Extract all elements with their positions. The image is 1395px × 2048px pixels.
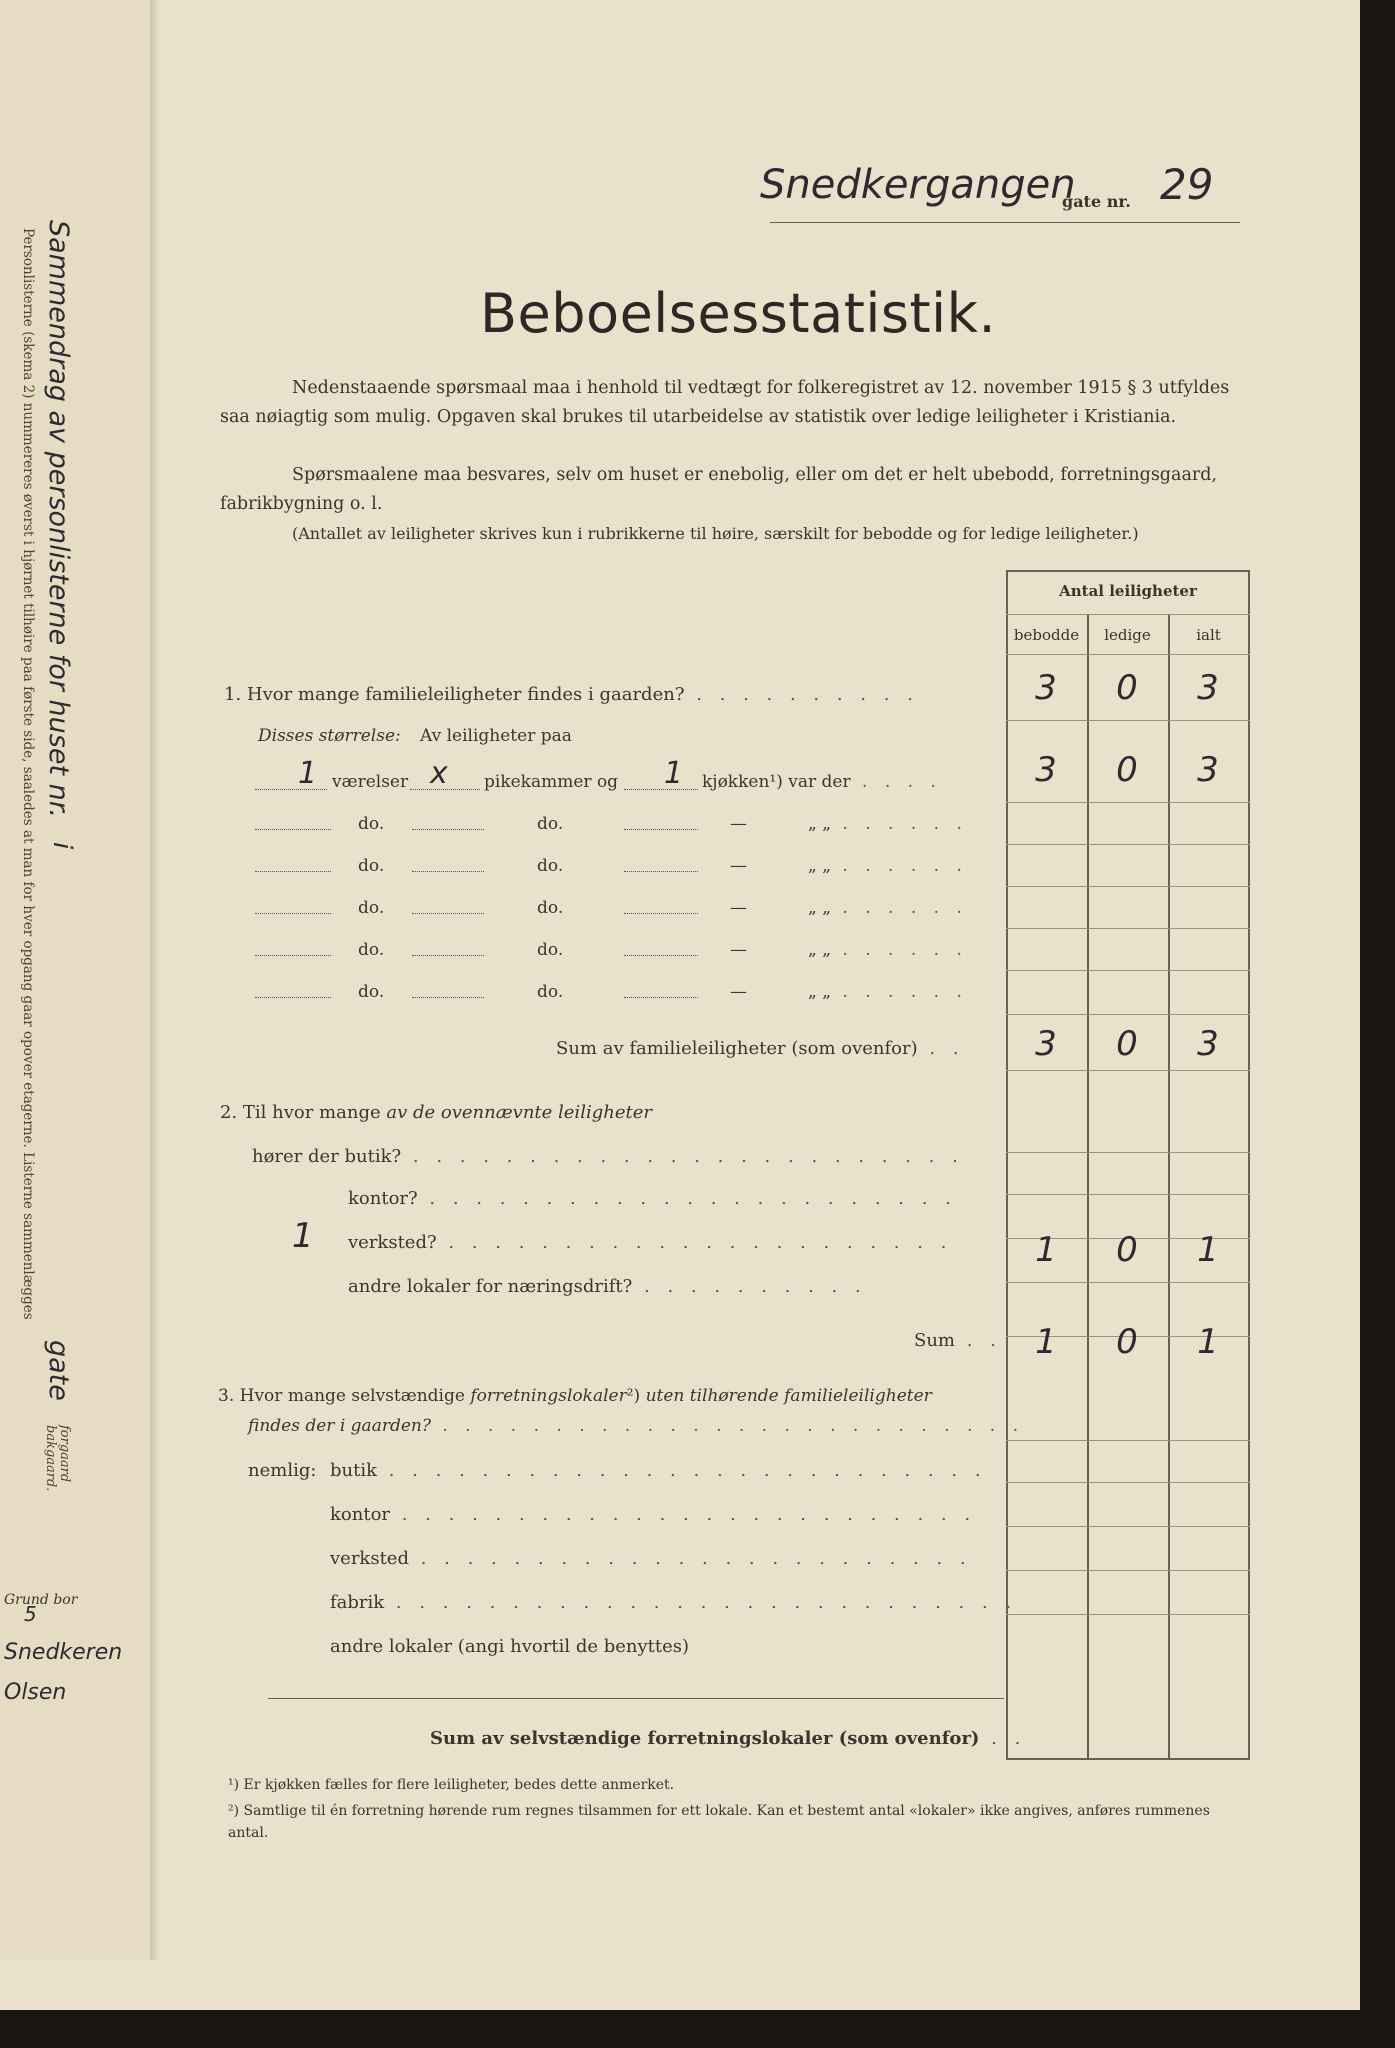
row-line: [1006, 844, 1250, 845]
q2-label-prefix: 2. Til hvor mange: [220, 1102, 381, 1123]
q3-label-italic1: forretningslokaler: [470, 1386, 627, 1406]
q2-verksted-text: verksted?: [348, 1232, 437, 1253]
ditto-text: do.: [358, 982, 385, 1002]
row-line: [1006, 1526, 1250, 1527]
q2-verksted-ialt: 1: [1197, 1230, 1219, 1270]
sidebar-hw-name1: Snedkeren: [4, 1640, 123, 1665]
q3-sum-text: Sum av selvstændige forretningslokaler (som ovenfor): [430, 1728, 980, 1749]
q2-sum-ledige: 0: [1116, 1322, 1138, 1362]
q1-row1-ledige: 0: [1116, 750, 1138, 790]
ditto-quote-text: „ „: [808, 982, 832, 1002]
q3-kontor-text: kontor: [330, 1504, 391, 1525]
q2-andre: andre lokaler for næringsdrift? . . . . . . . . . .: [348, 1276, 867, 1297]
summary-sidebar: [0, 0, 160, 1960]
q2-verksted-hw: 1: [292, 1216, 314, 1256]
ditto-text: do.: [358, 940, 385, 960]
ditto-quote: „ „ . . . . . .: [808, 982, 968, 1002]
q3-label-prefix: 3. Hvor mange selvstændige: [218, 1386, 465, 1406]
q2-andre-text: andre lokaler for næringsdrift?: [348, 1276, 633, 1297]
row-line: [1006, 1152, 1250, 1153]
q2-verksted-ledige: 0: [1116, 1230, 1138, 1270]
q1-ledige: 0: [1116, 668, 1138, 708]
ditto-quote-text: „ „: [808, 898, 832, 918]
q2-sum-ialt: 1: [1197, 1322, 1219, 1362]
q1-sizes-label: Disses størrelse:: [258, 726, 401, 746]
sidebar-hw-one: i: [47, 842, 77, 850]
q1-sum-text: Sum av familieleiligheter (som ovenfor): [556, 1038, 918, 1059]
intro-paragraph-3: (Antallet av leiligheter skrives kun i rubrikkerne til høire, særskilt for bebodde og for ledige leiligheter.): [292, 524, 1139, 543]
house-number-handwritten: 29: [1160, 160, 1214, 209]
row-line: [1006, 1440, 1250, 1441]
q2-hoerer: hører der butik? . . . . . . . . . . . . . . . . . . . . . . . .: [252, 1146, 964, 1167]
ditto-field[interactable]: [412, 828, 484, 830]
row-line: [1006, 802, 1250, 803]
ditto-field[interactable]: [255, 828, 331, 830]
ditto-field[interactable]: [255, 870, 331, 872]
table-line-head1: [1006, 614, 1250, 615]
footnote-2: ²) Samtlige til én forretning hørende rum regnes tilsammen for ett lokale. Kan et bestemt antal «lokaler» ikke angives, anføres rummenes antal.: [228, 1803, 1210, 1841]
q2-label-italic: av de ovennævnte leiligheter: [386, 1102, 652, 1123]
sidebar-main-title: Sammendrag av personlisterne for huset nr.: [43, 220, 74, 818]
q1-row1-bebodde: 3: [1035, 750, 1057, 790]
sidebar-grund-hw: 5: [24, 1602, 37, 1626]
ditto-field[interactable]: [624, 996, 698, 998]
ditto-field[interactable]: [412, 996, 484, 998]
sidebar-hw-name2: Olsen: [4, 1680, 67, 1705]
sidebar-instructions: Personlisterne (skema 2) nummereres øverst i hjørnet tilhøire paa første side, saaledes at man for hver opgang gaar opover etagerne. Listerne sammenlægges: [20, 228, 36, 1320]
col-ialt: ialt: [1196, 626, 1221, 644]
sidebar-grund: Grund bor: [4, 1592, 78, 1608]
ditto-field[interactable]: [624, 954, 698, 956]
ditto-field[interactable]: [624, 828, 698, 830]
ditto-field[interactable]: [255, 996, 331, 998]
q3-verksted-text: verksted: [330, 1548, 409, 1569]
q2-kontor: kontor? . . . . . . . . . . . . . . . . . . . . . . .: [348, 1188, 957, 1209]
q1-vaerelser-hw: 1: [298, 756, 318, 791]
row-line: [1006, 1282, 1250, 1283]
ditto-text: do.: [537, 856, 564, 876]
sidebar-gate: gate: [43, 1340, 74, 1401]
q2-sum-bebodde: 1: [1035, 1322, 1057, 1362]
intro-paragraph-2: Spørsmaalene maa besvares, selv om huset er enebolig, eller om det er helt ubebodd, forretningsgaard, fabrikbygning o. l.: [220, 465, 1218, 514]
q1-kjokken-field[interactable]: [624, 788, 698, 790]
row-line: [1006, 970, 1250, 971]
row-line: [1006, 1614, 1250, 1615]
ditto-quote-text: „ „: [808, 814, 832, 834]
ditto-quote: „ „ . . . . . .: [808, 856, 968, 876]
row-line: [1006, 928, 1250, 929]
ditto-text: do.: [358, 856, 385, 876]
q2-verksted-bebodde: 1: [1035, 1230, 1057, 1270]
q3-andre: andre lokaler (angi hvortil de benyttes): [330, 1636, 690, 1657]
q3-fabrik-text: fabrik: [330, 1592, 385, 1613]
ditto-dash: —: [730, 814, 747, 834]
ditto-quote: „ „ . . . . . .: [808, 940, 968, 960]
q2-sum: Sum . .: [914, 1330, 1002, 1351]
q3-line2: findes der i gaarden? . . . . . . . . . . . . . . . . . . . . . . . . . .: [248, 1416, 1024, 1436]
q1-ialt: 3: [1197, 668, 1219, 708]
table-line-top: [1006, 570, 1250, 572]
row-line: [1006, 1570, 1250, 1571]
ditto-text: do.: [358, 814, 385, 834]
ditto-text: do.: [537, 982, 564, 1002]
q1-sizes-label2: Av leiligheter paa: [420, 726, 572, 746]
q1-pikekammer-hw: x: [430, 756, 448, 791]
address-underline: [770, 222, 1240, 223]
row-line: [1006, 720, 1250, 721]
row-line: [1006, 1070, 1250, 1071]
q1-bebodde: 3: [1035, 668, 1057, 708]
q1-pikekammer-text: pikekammer og: [484, 772, 619, 792]
sidebar-forgaard: forgaard: [57, 1425, 72, 1483]
ditto-dash: —: [730, 940, 747, 960]
ditto-quote-text: „ „: [808, 856, 832, 876]
ditto-quote: „ „ . . . . . .: [808, 814, 968, 834]
q1-kjokken-text-inner: kjøkken¹) var der: [702, 772, 851, 792]
q1-kjokken-hw: 1: [664, 756, 684, 791]
ditto-dash: —: [730, 982, 747, 1002]
q3-nemlig: nemlig:: [248, 1460, 317, 1481]
ditto-text: do.: [537, 940, 564, 960]
sidebar-bakgaard: bakgaard.: [43, 1425, 58, 1492]
ditto-field[interactable]: [412, 912, 484, 914]
ditto-field[interactable]: [412, 870, 484, 872]
q3-label-italic2: uten tilhørende familieleiligheter: [645, 1386, 932, 1406]
col-ledige: ledige: [1104, 626, 1151, 644]
q3-label: [218, 1386, 932, 1406]
ditto-field[interactable]: [255, 912, 331, 914]
q3-butik: butik . . . . . . . . . . . . . . . . . . . . . . . . . .: [330, 1460, 987, 1481]
ditto-text: do.: [537, 898, 564, 918]
row-line: [1006, 1482, 1250, 1483]
q3-line2-text: findes der i gaarden?: [248, 1416, 431, 1436]
table-line-right: [1248, 570, 1250, 1758]
ditto-dash: —: [730, 898, 747, 918]
row-line: [1006, 1014, 1250, 1015]
row-line: [1006, 1758, 1250, 1760]
ditto-field[interactable]: [624, 870, 698, 872]
street-name-handwritten: Snedkergangen: [760, 162, 1076, 208]
ditto-text: do.: [358, 898, 385, 918]
ditto-field[interactable]: [255, 954, 331, 956]
q3-kontor: kontor . . . . . . . . . . . . . . . . . . . . . . . . .: [330, 1504, 977, 1525]
q2-label: [220, 1102, 652, 1123]
intro-paragraph-1: Nedenstaaende spørsmaal maa i henhold til vedtægt for folkeregistret av 12. november 1915 § 3 utfyldes saa nøiagtig som mulig. Opgaven skal brukes til utarbeidelse av statistik over ledige leiligheter i Kristiania.: [220, 378, 1230, 427]
col-bebodde: bebodde: [1013, 626, 1080, 644]
footnote-1: ¹) Er kjøkken fælles for flere leiligheter, bedes dette anmerket.: [228, 1777, 675, 1793]
table-line-head2: [1006, 654, 1250, 655]
q2-kontor-text: kontor?: [348, 1188, 418, 1209]
q1-sum-ialt: 3: [1197, 1024, 1219, 1064]
apartment-count-table: [1006, 570, 1248, 1758]
q1-row1-ialt: 3: [1197, 750, 1219, 790]
ditto-quote: „ „ . . . . . .: [808, 898, 968, 918]
q1-sum-ledige: 0: [1116, 1024, 1138, 1064]
q1-label-text: 1. Hvor mange familieleiligheter findes i gaarden?: [224, 684, 685, 705]
q1-label: 1. Hvor mange familieleiligheter findes i gaarden? . . . . . . . . . .: [224, 684, 919, 705]
q1-sum-label: Sum av familieleiligheter (som ovenfor) . .: [556, 1038, 965, 1059]
q2-sum-text: Sum: [914, 1330, 955, 1351]
q2-hoerer-text: hører der butik?: [252, 1146, 402, 1167]
q3-fabrik: fabrik . . . . . . . . . . . . . . . . . . . . . . . . . . .: [330, 1592, 1018, 1613]
ditto-field[interactable]: [624, 912, 698, 914]
table-title: Antal leiligheter: [1059, 582, 1197, 600]
page-gutter: [150, 0, 160, 1960]
table-line-left: [1006, 570, 1008, 1758]
q3-verksted: verksted . . . . . . . . . . . . . . . . . . . . . . . .: [330, 1548, 972, 1569]
q1-vaerelser-text: værelser: [332, 772, 409, 792]
q1-sum-bebodde: 3: [1035, 1024, 1057, 1064]
q3-andre-line: [268, 1698, 1004, 1699]
q3-sum: Sum av selvstændige forretningslokaler (som ovenfor) . .: [430, 1728, 1027, 1749]
q3-butik-text: butik: [330, 1460, 378, 1481]
ditto-quote-text: „ „: [808, 940, 832, 960]
row-line: [1006, 886, 1250, 887]
q1-kjokken-text: kjøkken¹) var der . . . .: [702, 772, 942, 792]
q2-verksted: verksted? . . . . . . . . . . . . . . . . . . . . . .: [348, 1232, 953, 1253]
page-title: Beboelsesstatistik.: [480, 282, 997, 345]
ditto-dash: —: [730, 856, 747, 876]
row-line: [1006, 1194, 1250, 1195]
q3-label-mid: ²): [626, 1386, 641, 1406]
ditto-text: do.: [537, 814, 564, 834]
gate-nr-label: gate nr.: [1062, 192, 1131, 211]
ditto-field[interactable]: [412, 954, 484, 956]
